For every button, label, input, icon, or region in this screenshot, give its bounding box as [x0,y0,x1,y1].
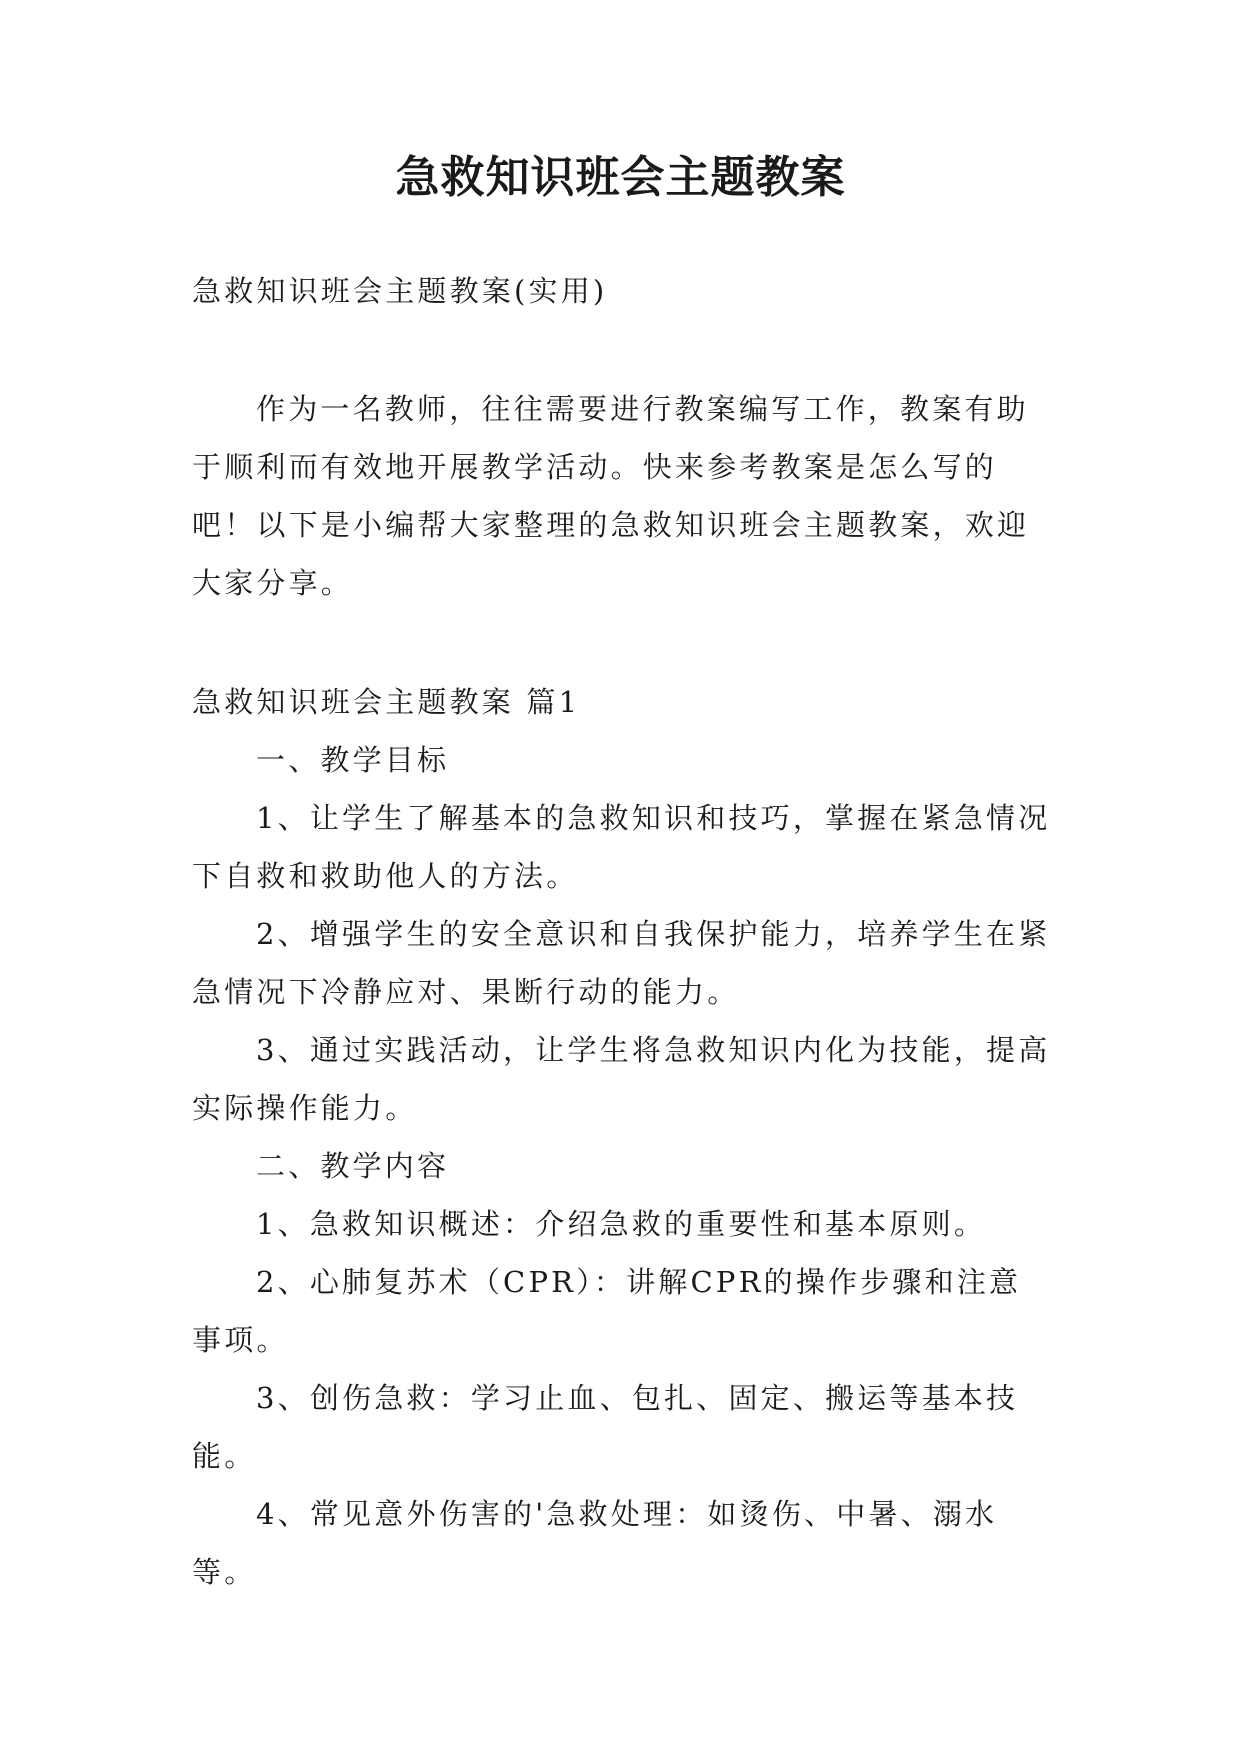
content-item-2: 2、心肺复苏术（CPR）：讲解CPR的操作步骤和注意事项。 [192,1265,1022,1357]
section-heading: 急救知识班会主题教案 篇1 [192,685,581,719]
content-item-1: 1、急救知识概述：介绍急救的重要性和基本原则。 [256,1207,987,1241]
goal-item-1: 1、让学生了解基本的急救知识和技巧，掌握在紧急情况下自救和救助他人的方法。 [192,801,1051,893]
content-item-4: 4、常见意外伤害的'急救处理：如烫伤、中暑、溺水等。 [192,1497,998,1589]
goal-item-2: 2、增强学生的安全意识和自我保护能力，培养学生在紧急情况下冷静应对、果断行动的能力。 [192,917,1051,1009]
document-subtitle: 急救知识班会主题教案(实用) [192,274,608,308]
goal-item-3: 3、通过实践活动，让学生将急救知识内化为技能，提高实际操作能力。 [192,1033,1051,1125]
document-body [192,262,1052,1601]
heading-teaching-goals: 一、教学目标 [256,743,450,777]
document-title: 急救知识班会主题教案 [395,152,846,203]
content-item-3: 3、创伤急救：学习止血、包扎、固定、搬运等基本技能。 [192,1381,1019,1473]
heading-teaching-content: 二、教学内容 [256,1149,450,1183]
intro-paragraph: 作为一名教师，往往需要进行教案编写工作，教案有助于顺利而有效地开展教学活动。快来参考教案是怎么写的吧！以下是小编帮大家整理的急救知识班会主题教案，欢迎大家分享。 [192,392,1030,600]
